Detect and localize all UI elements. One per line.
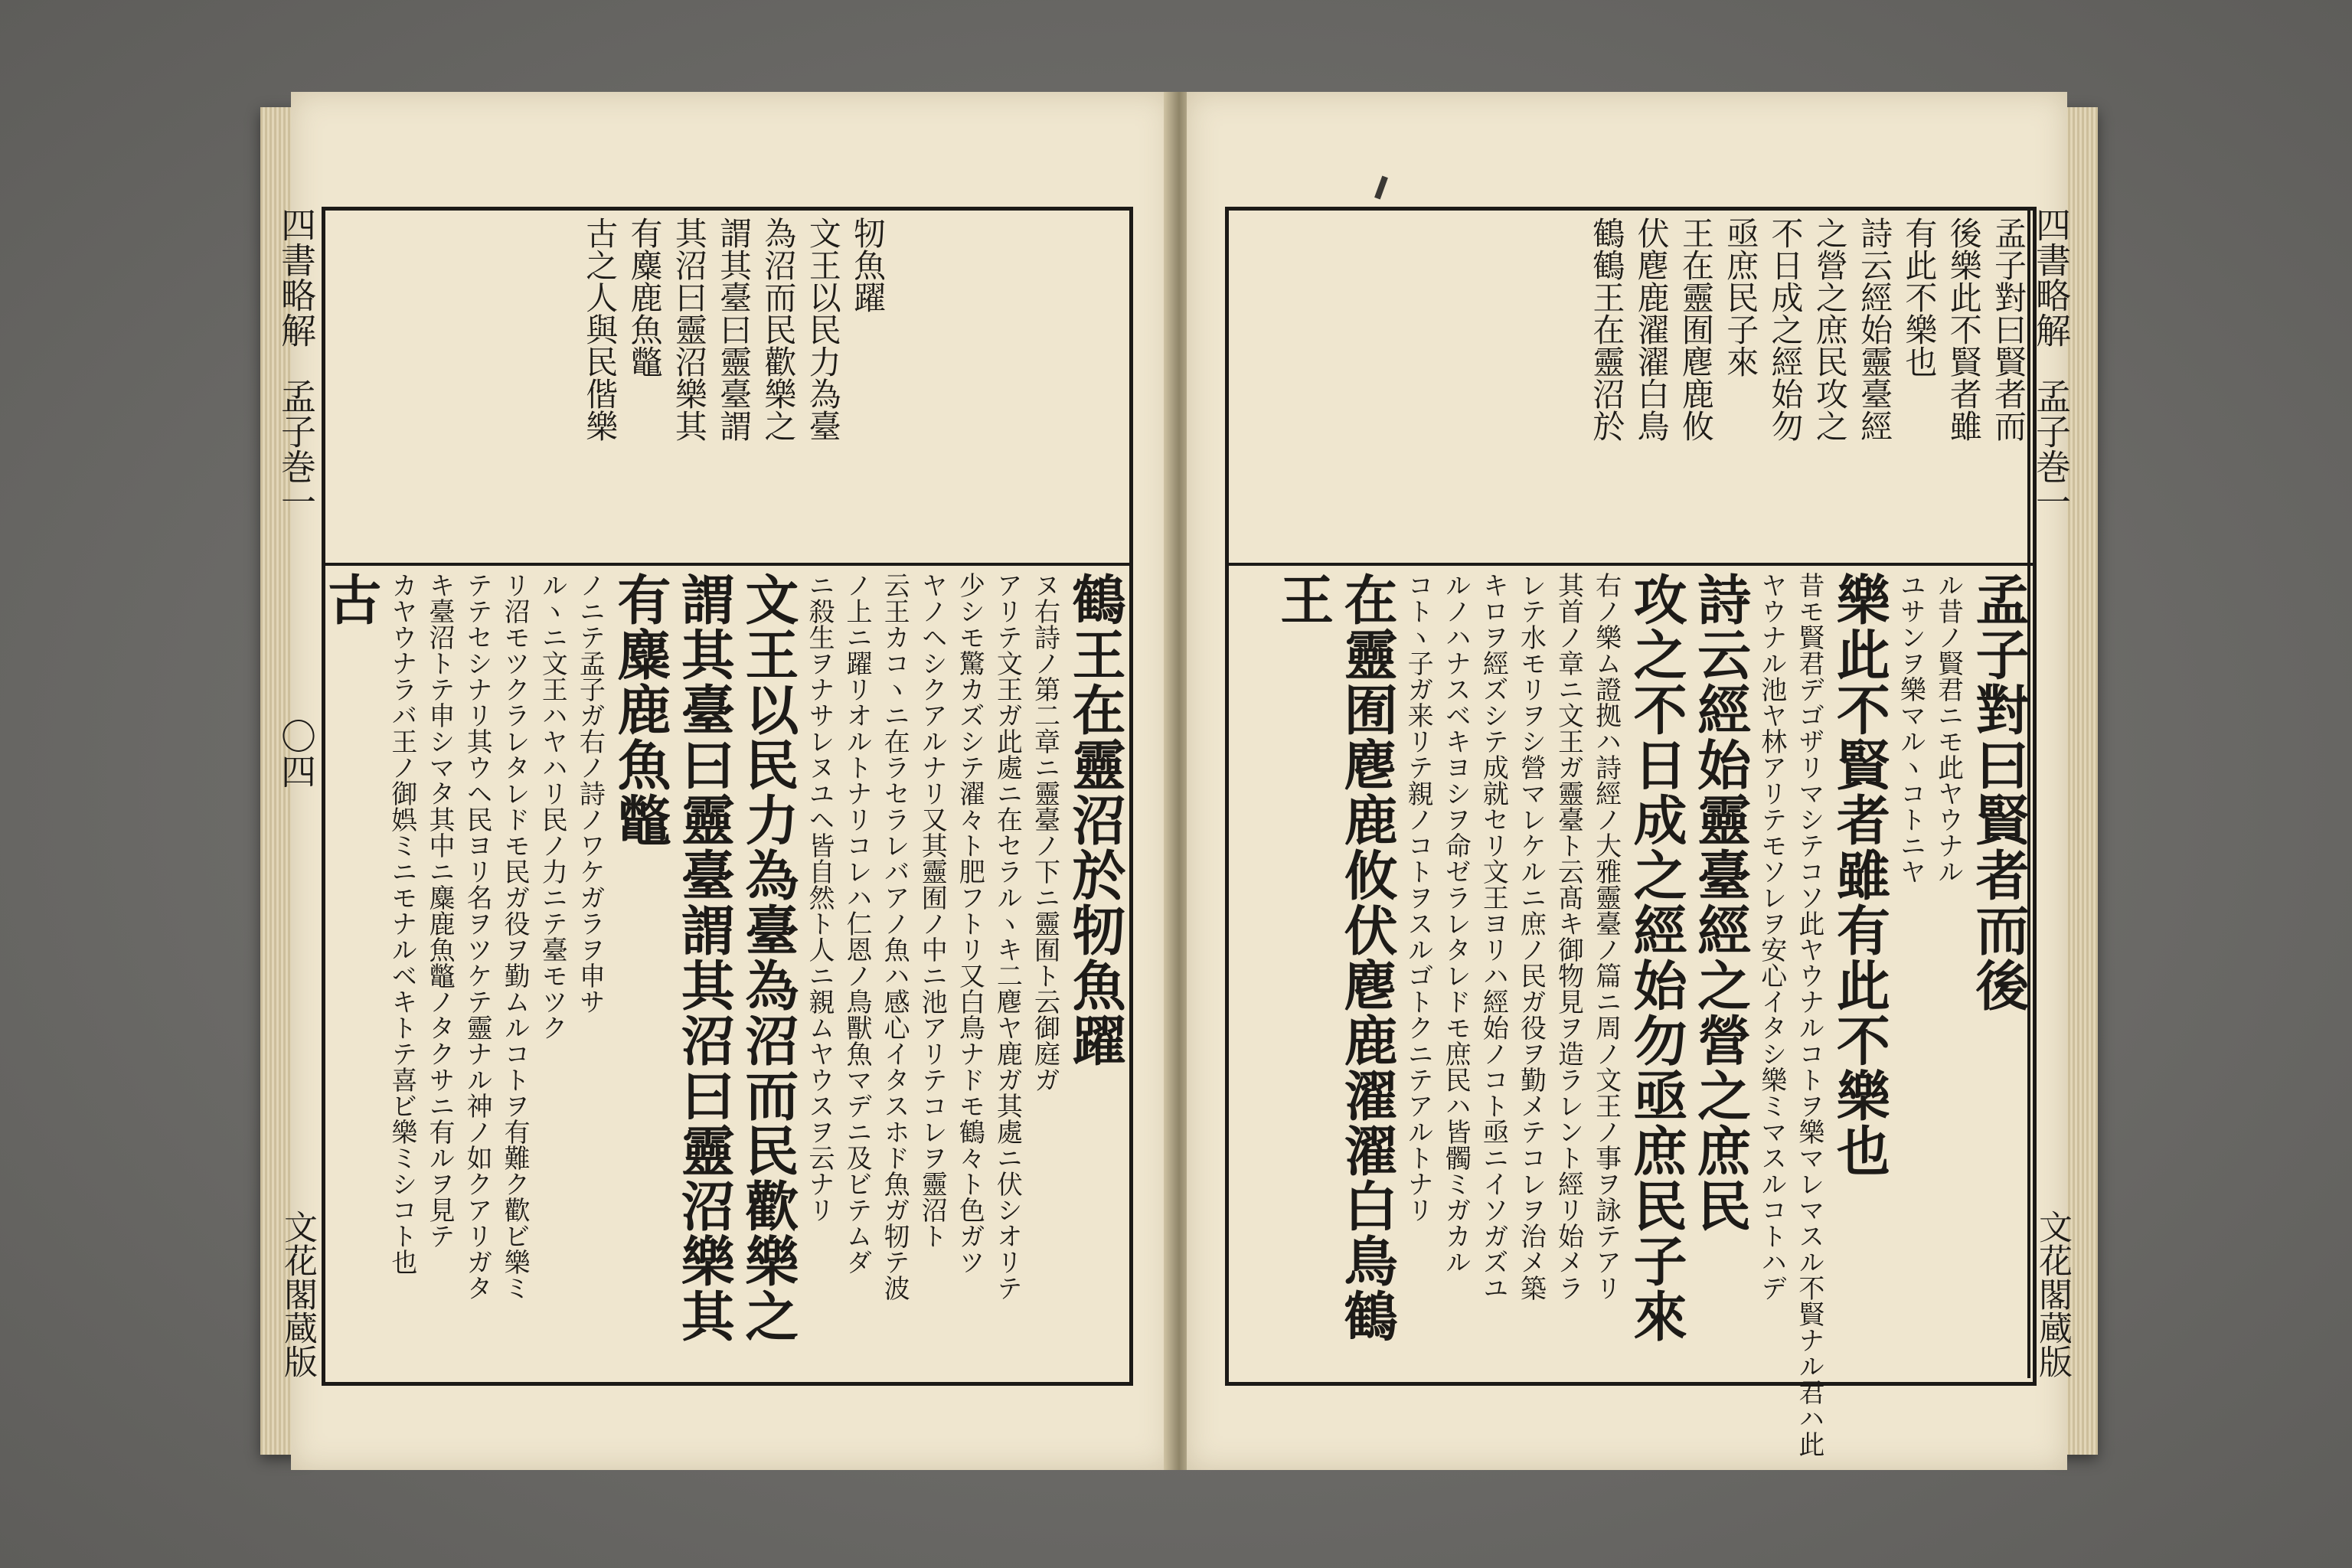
right-commentary-column: 右ノ樂ム證拠ハ詩經ノ大雅靈臺ノ篇ニ周ノ文王ノ事ヲ詠テアリ <box>1590 572 1622 1301</box>
right-upper-column: 不日成之經始勿 <box>1766 217 1805 442</box>
left-upper-column: 謂其臺曰靈臺謂 <box>715 217 753 442</box>
left-margin-page-number: 〇四 <box>276 718 317 789</box>
left-upper-column: 有麋鹿魚鼈 <box>626 217 664 377</box>
right-main-text-column: 在靈囿麀鹿攸伏麀鹿濯濯白鳥鶴 <box>1335 572 1400 1344</box>
left-lower-register <box>318 566 1129 1382</box>
right-upper-column: 詩云經始靈臺經 <box>1856 217 1894 442</box>
right-margin-volume: 孟子巻一 <box>2030 378 2072 519</box>
left-margin-title <box>276 207 325 1378</box>
left-upper-column: 古之人與民偕樂 <box>581 217 619 442</box>
left-lower-columns <box>318 572 1127 1376</box>
open-book <box>260 92 2098 1470</box>
right-commentary-column: ヤウナル池ヤ林アリテモソレヲ安心イタシ樂ミマスルコトハデ <box>1756 572 1787 1301</box>
right-commentary-column: 其首ノ章ニ文王ガ靈臺ト云髙キ御物見ヲ造ラレント經リ始メラ <box>1553 572 1584 1301</box>
right-text-frame <box>1225 207 2037 1457</box>
left-upper-column: 其沼曰靈沼樂其 <box>670 217 708 442</box>
left-margin-book-title: 四書略解 <box>276 207 317 348</box>
right-commentary-column: ル昔ノ賢君ニモ此ヤウナル <box>1932 572 1964 884</box>
right-margin-publisher: 文花閣蔵版 <box>2033 1210 2072 1378</box>
right-main-text-column: 攻之不日成之經始勿亟庶民子來 <box>1625 572 1689 1344</box>
right-upper-column: 後樂此不賢者雖 <box>1945 217 1983 442</box>
right-upper-column: 之營之庶民攻之 <box>1811 217 1849 442</box>
left-text-frame <box>318 207 1133 1386</box>
right-commentary-column: ユサンヲ樂マルヽコトニヤ <box>1895 572 1926 884</box>
left-commentary-column: ルヽニ文王ハヤハリ民ノ力ニテ臺モツク <box>537 572 568 1040</box>
left-upper-column: 文王以民力為臺 <box>804 217 842 442</box>
left-commentary-column: ノニテ孟子ガ右ノ詩ノワケガラヲ申サ <box>574 572 606 1014</box>
left-margin-volume: 孟子巻一 <box>276 378 317 519</box>
right-page <box>1187 92 2072 1470</box>
right-commentary-column: ルノハナスベキヨシヲ命ゼラレタレドモ庶民ハ皆髑ミガカル <box>1440 572 1472 1275</box>
right-lower-register <box>1229 566 2033 1457</box>
left-margin-publisher: 文花閣蔵版 <box>278 1210 317 1378</box>
left-page <box>276 92 1171 1470</box>
left-commentary-column: ヤノヘシクアルナリ又其靈囿ノ中ニ池アリテコレヲ靈沼ト <box>916 572 948 1249</box>
left-commentary-column: ノ上ニ躍リオルトナリコレハ仁恩ノ鳥獸魚マデニ及ビテムダ <box>841 572 873 1275</box>
left-upper-column: 為沼而民歡樂之 <box>760 217 798 442</box>
right-upper-column: 伏麀鹿濯濯白鳥 <box>1632 217 1671 442</box>
left-commentary-column: 少シモ驚カズシテ濯々ト肥フトリ又白鳥ナドモ鶴々ト色ガツ <box>954 572 985 1275</box>
left-main-text-column: 謂其臺曰靈臺謂其沼曰靈沼樂其 <box>672 572 737 1344</box>
bleed-through-area <box>893 217 1123 557</box>
right-commentary-column: コトヽ子ガ来リテ親ノコトヲスルゴトクニテアルトナリ <box>1403 572 1434 1223</box>
right-upper-column: 孟子對曰賢者而 <box>1990 217 2027 442</box>
left-commentary-column: アリテ文王ガ此處ニ在セラルヽキ二麀ヤ鹿ガ其處ニ伏シオリテ <box>991 572 1023 1301</box>
left-main-text-column: 文王以民力為臺為沼而民歡樂之 <box>736 572 800 1344</box>
right-upper-register <box>1229 211 2033 566</box>
right-main-text-column: 孟子對曰賢者而後 <box>1967 572 2030 1013</box>
left-commentary-column: 云王カコヽニ在ラセラレバアノ魚ハ感心イタスホド魚ガ牣テ波 <box>879 572 910 1301</box>
left-commentary-column: ヌ右詩ノ第二章ニ靈臺ノ下ニ靈囿ト云御庭ガ <box>1029 572 1060 1093</box>
left-upper-column: 牣魚躍 <box>849 217 887 313</box>
left-commentary-column: キ臺沼トテ申シマタ其中ニ麋鹿魚鼈ノタクサニ有ルヲ見テ <box>423 572 455 1249</box>
left-upper-register <box>325 211 1129 566</box>
right-commentary-column: 昔モ賢君デゴザリマシテコソ此ヤウナルコトヲ樂マレマスル不賢ナル君ハ此 <box>1793 572 1824 1457</box>
right-main-text-column: 樂此不賢者雖有此不樂也 <box>1828 572 1892 1178</box>
left-main-text-column: 鶴王在靈沼於牣魚躍 <box>1063 572 1127 1068</box>
right-commentary-column: キロヲ經ズシテ成就セリ文王ヨリハ經始ノコト亟ニイソガズユ <box>1478 572 1509 1301</box>
right-lower-columns <box>1235 572 2030 1457</box>
right-commentary-column: レテ水モリヲシ營マレケルニ庶ノ民ガ役ヲ勤メテコレヲ治メ築 <box>1515 572 1547 1301</box>
left-commentary-column: テテセシナリ其ウヘ民ヨリ名ヲツケテ靈ナル神ノ如クアリガタ <box>462 572 493 1301</box>
right-main-text-column: 王 <box>1271 572 1335 627</box>
left-upper-columns <box>332 217 1123 557</box>
right-upper-column: 亟庶民子來 <box>1722 217 1760 377</box>
right-margin-book-title: 四書略解 <box>2030 207 2072 348</box>
left-commentary-column: リ沼モツクラレタレドモ民ガ役ヲ勤ムルコトヲ有難ク歡ビ樂ミ <box>499 572 531 1301</box>
left-commentary-column: ニ殺生ヲナサレヌユヘ皆自然ト人ニ親ムヤウスヲ云ナリ <box>803 572 835 1223</box>
left-main-text-column: 有麋鹿魚鼈 <box>608 572 672 848</box>
right-upper-column: 鶴鶴王在靈沼於 <box>1588 217 1626 442</box>
right-upper-column: 有此不樂也 <box>1900 217 1939 377</box>
ink-mark <box>1374 176 1388 200</box>
left-main-text-column: 古 <box>318 572 383 627</box>
right-main-text-column: 詩云經始靈臺經之營之庶民 <box>1688 572 1753 1233</box>
left-commentary-column: カヤウナラバ王ノ御娯ミニモナルベキトテ喜ビ樂ミシコト也 <box>386 572 417 1275</box>
right-upper-columns <box>1235 217 2027 557</box>
right-upper-column: 王在靈囿麀鹿攸 <box>1677 217 1715 442</box>
